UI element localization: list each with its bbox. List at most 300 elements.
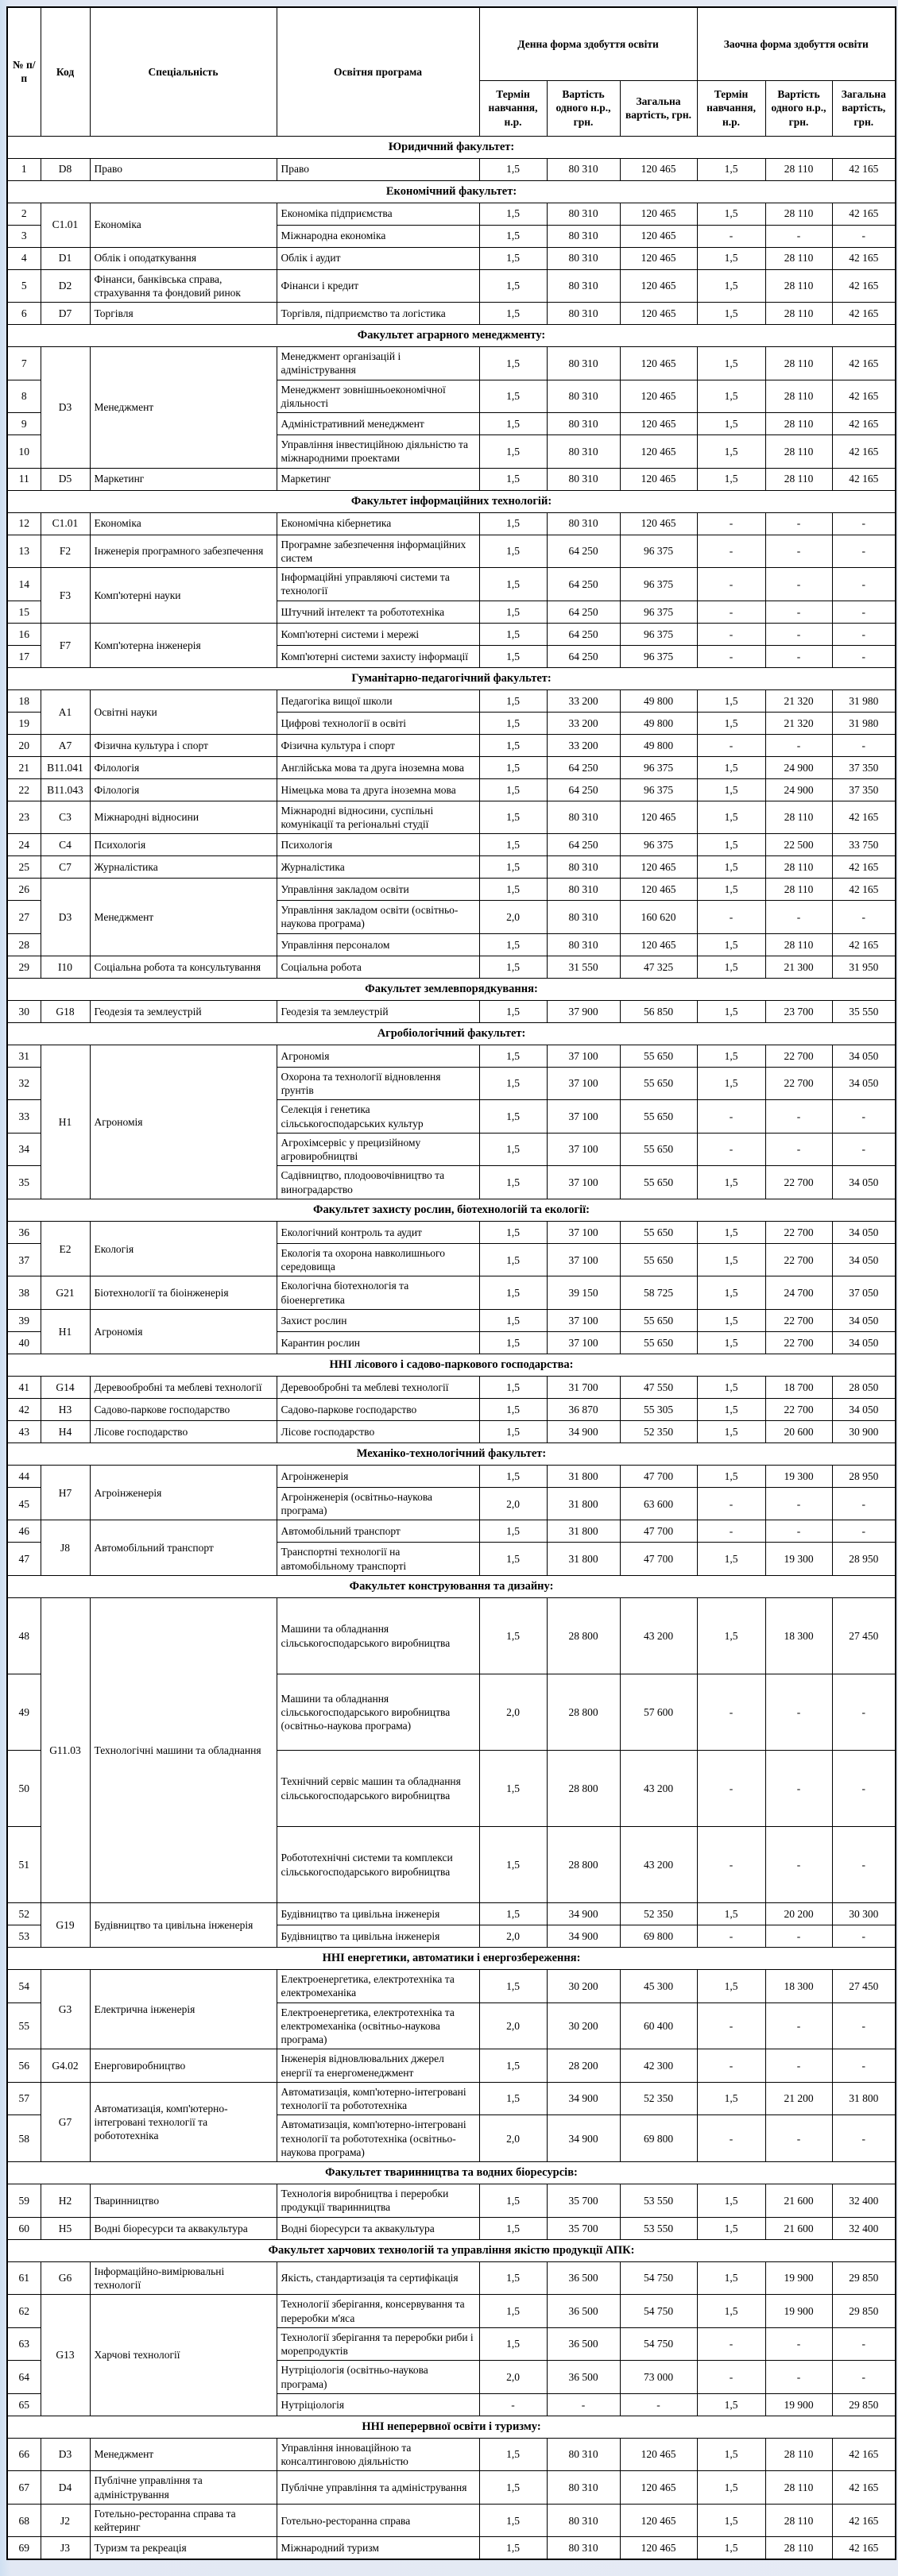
cell-day-term: 1,5 [479,1598,547,1674]
cell-extramural-cost: 28 110 [765,2537,832,2559]
cell-extramural-term: 1,5 [697,2537,765,2559]
cell-specialty: Соціальна робота та консультування [90,956,277,978]
section-header: Юридичний факультет: [7,136,896,158]
cell-extramural-term: 1,5 [697,712,765,734]
cell-number: 39 [7,1309,41,1331]
cell-number: 47 [7,1543,41,1576]
cell-number: 7 [7,347,41,380]
cell-extramural-term: - [697,901,765,934]
cell-day-term: 1,5 [479,269,547,303]
cell-day-term: 1,5 [479,2295,547,2328]
cell-extramural-cost: - [765,1520,832,1543]
cell-number: 59 [7,2184,41,2218]
cell-extramural-term: 1,5 [697,435,765,469]
cell-number: 27 [7,901,41,934]
cell-extramural-term: - [697,512,765,535]
cell-extramural-cost: 28 110 [765,413,832,435]
cell-day-cost: 64 250 [547,601,620,623]
cell-extramural-cost: 18 700 [765,1376,832,1398]
cell-number: 55 [7,2002,41,2049]
table-row [7,756,896,778]
cell-day-cost: 80 310 [547,879,620,901]
cell-day-term: 1,5 [479,856,547,879]
cell-extramural-cost: - [765,1751,832,1827]
cell-code: G4.02 [41,2049,90,2083]
cell-extramural-total: - [832,1827,896,1903]
cell-extramural-term: - [697,1674,765,1751]
cell-day-term: 1,5 [479,247,547,269]
cell-extramural-term: - [697,1751,765,1827]
cell-extramural-total: 42 165 [832,2471,896,2505]
cell-day-total: 96 375 [620,778,697,801]
table-row [7,1903,896,1925]
cell-code: C7 [41,856,90,879]
cell-day-total: 96 375 [620,568,697,601]
cell-day-cost: 37 100 [547,1067,620,1100]
cell-day-term: 2,0 [479,1487,547,1520]
cell-day-term: 1,5 [479,1243,547,1276]
cell-number: 45 [7,1487,41,1520]
cell-extramural-term: 1,5 [697,1000,765,1022]
table-row [7,2438,896,2471]
cell-extramural-cost: 21 600 [765,2184,832,2218]
cell-number: 9 [7,413,41,435]
cell-day-total: 56 850 [620,1000,697,1022]
cell-day-term: 1,5 [479,1309,547,1331]
cell-extramural-cost: 28 110 [765,2504,832,2537]
cell-day-total: 96 375 [620,623,697,645]
cell-number: 30 [7,1000,41,1022]
cell-day-term: 1,5 [479,225,547,247]
cell-extramural-total: - [832,512,896,535]
cell-number: 22 [7,778,41,801]
cell-day-term: 1,5 [479,535,547,568]
cell-program: Педагогіка вищої школи [277,689,479,712]
cell-program: Технології зберігання та переробки риби і морепродуктів [277,2327,479,2361]
cell-extramural-term: - [697,1487,765,1520]
cell-day-cost: 37 100 [547,1331,620,1354]
cell-extramural-total: - [832,2049,896,2083]
cell-extramural-term: 1,5 [697,1420,765,1442]
cell-extramural-cost: 28 110 [765,303,832,325]
cell-day-total: 96 375 [620,756,697,778]
cell-extramural-total: 42 165 [832,933,896,956]
cell-extramural-cost: - [765,535,832,568]
cell-specialty: Освітні науки [90,689,277,734]
cell-extramural-total: - [832,1925,896,1948]
cell-day-term: 1,5 [479,801,547,834]
table-row [7,347,896,380]
cell-day-term: 1,5 [479,1100,547,1134]
cell-day-total: 120 465 [620,269,697,303]
cell-number: 28 [7,933,41,956]
cell-day-term: 1,5 [479,303,547,325]
cell-extramural-term: 1,5 [697,2438,765,2471]
cell-extramural-cost: 18 300 [765,1598,832,1674]
cell-program: Комп'ютерні системи захисту інформації [277,645,479,667]
cell-day-cost: 64 250 [547,535,620,568]
cell-day-cost: 80 310 [547,512,620,535]
cell-day-term: 2,0 [479,1925,547,1948]
cell-extramural-term: - [697,2049,765,2083]
cell-day-term: 1,5 [479,689,547,712]
section-header: Факультет землевпорядкування: [7,978,896,1000]
cell-program: Садівництво, плодоовочівництво та виноградарство [277,1166,479,1199]
cell-extramural-cost: - [765,623,832,645]
cell-day-term: 1,5 [479,2438,547,2471]
table-row [7,247,896,269]
cell-extramural-term: 1,5 [697,1903,765,1925]
cell-specialty: Філологія [90,778,277,801]
cell-code: A7 [41,734,90,756]
cell-program: Захист рослин [277,1309,479,1331]
cell-day-term: 1,5 [479,1543,547,1576]
cell-program: Електроенергетика, електротехніка та електромеханіка [277,1970,479,2003]
cell-number: 48 [7,1598,41,1674]
cell-program: Карантин рослин [277,1331,479,1354]
col-header-code: Код [41,7,90,136]
cell-code: J8 [41,1520,90,1576]
cell-extramural-cost: 21 600 [765,2217,832,2239]
cell-extramural-cost: 28 110 [765,2471,832,2505]
table-row [7,2184,896,2218]
cell-code: G18 [41,1000,90,1022]
cell-extramural-total: 42 165 [832,158,896,180]
cell-extramural-term: 1,5 [697,933,765,956]
cell-number: 49 [7,1674,41,1751]
cell-day-term: 1,5 [479,879,547,901]
cell-extramural-term: 1,5 [697,778,765,801]
cell-extramural-total: 42 165 [832,413,896,435]
cell-extramural-total: 42 165 [832,247,896,269]
cell-day-term: 1,5 [479,1166,547,1199]
cell-extramural-total: 33 750 [832,834,896,856]
cell-code: D3 [41,2438,90,2471]
cell-extramural-total: 31 950 [832,956,896,978]
cell-day-term: 1,5 [479,1420,547,1442]
cell-extramural-term: - [697,1520,765,1543]
cell-extramural-total: 42 165 [832,879,896,901]
cell-extramural-term: 1,5 [697,2295,765,2328]
cell-extramural-total: 34 050 [832,1243,896,1276]
table-row [7,2295,896,2328]
cell-program: Маркетинг [277,468,479,490]
section-row [7,2416,896,2438]
cell-extramural-term: - [697,623,765,645]
cell-day-cost: 80 310 [547,225,620,247]
cell-specialty: Будівництво та цивільна інженерія [90,1903,277,1948]
cell-day-cost: 80 310 [547,413,620,435]
cell-day-cost: 36 500 [547,2361,620,2394]
cell-extramural-term: 1,5 [697,347,765,380]
cell-extramural-term: - [697,2002,765,2049]
cell-day-total: 55 305 [620,1398,697,1420]
cell-code: C1.01 [41,203,90,247]
cell-number: 44 [7,1465,41,1487]
section-row [7,180,896,203]
cell-extramural-total: 42 165 [832,2438,896,2471]
cell-number: 68 [7,2504,41,2537]
cell-extramural-cost: - [765,1133,832,1166]
cell-code: F3 [41,568,90,624]
cell-number: 61 [7,2261,41,2295]
cell-day-cost: 37 100 [547,1100,620,1134]
cell-extramural-cost: 28 110 [765,435,832,469]
cell-number: 62 [7,2295,41,2328]
cell-day-total: 120 465 [620,879,697,901]
cell-program: Фінанси і кредит [277,269,479,303]
cell-day-total: 52 350 [620,1420,697,1442]
section-row [7,2239,896,2261]
cell-day-total: 53 550 [620,2217,697,2239]
cell-day-total: 96 375 [620,645,697,667]
cell-specialty: Садово-паркове господарство [90,1398,277,1420]
cell-program: Психологія [277,834,479,856]
cell-extramural-total: 42 165 [832,2537,896,2559]
cell-day-cost: 31 800 [547,1520,620,1543]
cell-day-cost: 39 150 [547,1276,620,1310]
cell-number: 24 [7,834,41,856]
cell-number: 29 [7,956,41,978]
cell-extramural-cost: - [765,2327,832,2361]
cell-code: J2 [41,2504,90,2537]
cell-extramural-cost: 28 110 [765,2438,832,2471]
cell-day-cost: 64 250 [547,778,620,801]
cell-day-cost: 31 550 [547,956,620,978]
cell-day-term: 1,5 [479,1221,547,1243]
section-row [7,490,896,512]
cell-specialty: Деревообробні та меблеві технології [90,1376,277,1398]
cell-specialty: Туризм та рекреація [90,2537,277,2559]
cell-extramural-term: 1,5 [697,1045,765,1067]
table-row [7,1000,896,1022]
cell-day-total: 120 465 [620,2438,697,2471]
cell-day-total: 42 300 [620,2049,697,2083]
cell-day-term: 1,5 [479,2261,547,2295]
cell-specialty: Менеджмент [90,347,277,469]
cell-extramural-term: 1,5 [697,303,765,325]
cell-extramural-cost: 28 110 [765,158,832,180]
table-row [7,269,896,303]
cell-extramural-total: 42 165 [832,380,896,413]
cell-number: 14 [7,568,41,601]
cell-extramural-total: - [832,535,896,568]
cell-extramural-cost: - [765,645,832,667]
cell-specialty: Інформаційно-вимірювальні технології [90,2261,277,2295]
cell-day-total: 73 000 [620,2361,697,2394]
cell-day-term: 1,5 [479,2049,547,2083]
cell-day-term: 1,5 [479,1903,547,1925]
cell-code: G19 [41,1903,90,1948]
cell-day-cost: 37 100 [547,1133,620,1166]
section-header: Факультет тваринництва та водних біоресурсів: [7,2162,896,2184]
cell-program: Міжнародні відносини, суспільні комунікації та регіональні студії [277,801,479,834]
cell-day-cost: 30 200 [547,1970,620,2003]
cell-number: 43 [7,1420,41,1442]
cell-code: B11.043 [41,778,90,801]
cell-day-total: 47 325 [620,956,697,978]
cell-extramural-cost: 19 300 [765,1465,832,1487]
cell-program: Соціальна робота [277,956,479,978]
cell-specialty: Водні біоресурси та аквакультура [90,2217,277,2239]
cell-extramural-cost: 21 320 [765,712,832,734]
cell-extramural-cost: 21 320 [765,689,832,712]
cell-extramural-cost: - [765,2002,832,2049]
cell-day-term: 1,5 [479,734,547,756]
cell-number: 21 [7,756,41,778]
cell-extramural-total: - [832,1751,896,1827]
cell-day-cost: 31 700 [547,1376,620,1398]
cell-code: H1 [41,1309,90,1354]
cell-extramural-term: - [697,645,765,667]
cell-specialty: Інженерія програмного забезпечення [90,535,277,568]
cell-code: C1.01 [41,512,90,535]
section-row [7,1948,896,1970]
cell-day-cost: 80 310 [547,203,620,225]
cell-extramural-term: 1,5 [697,1970,765,2003]
cell-extramural-term: 1,5 [697,468,765,490]
cell-extramural-term: 1,5 [697,879,765,901]
cell-day-term: 2,0 [479,2361,547,2394]
cell-specialty: Тваринництво [90,2184,277,2218]
cell-day-cost: 28 800 [547,1751,620,1827]
subcol-extramural-cost: Вартість одного н.р., грн. [765,80,832,136]
cell-code: D5 [41,468,90,490]
cell-day-term: 1,5 [479,2217,547,2239]
cell-day-term: 1,5 [479,2504,547,2537]
cell-specialty: Агрономія [90,1309,277,1354]
cell-program: Німецька мова та друга іноземна мова [277,778,479,801]
cell-day-total: 58 725 [620,1276,697,1310]
cell-specialty: Маркетинг [90,468,277,490]
cell-day-cost: 64 250 [547,623,620,645]
cell-number: 1 [7,158,41,180]
cell-program: Деревообробні та меблеві технології [277,1376,479,1398]
cell-number: 18 [7,689,41,712]
cell-code: J3 [41,2537,90,2559]
cell-extramural-total: 31 980 [832,712,896,734]
cell-specialty: Енерговиробництво [90,2049,277,2083]
cell-extramural-cost: - [765,901,832,934]
cell-program: Торгівля, підприємство та логістика [277,303,479,325]
cell-extramural-term: - [697,2361,765,2394]
cell-number: 50 [7,1751,41,1827]
cell-day-total: - [620,2393,697,2416]
cell-number: 23 [7,801,41,834]
cell-number: 60 [7,2217,41,2239]
cell-day-term: 1,5 [479,1331,547,1354]
cell-number: 4 [7,247,41,269]
cell-extramural-term: - [697,601,765,623]
cell-program: Англійська мова та друга іноземна мова [277,756,479,778]
cell-extramural-total: 32 400 [832,2217,896,2239]
cell-day-cost: 31 800 [547,1487,620,1520]
table-row [7,2504,896,2537]
cell-day-term: 1,5 [479,756,547,778]
cell-extramural-total: 42 165 [832,801,896,834]
cell-day-total: 120 465 [620,303,697,325]
cell-day-term: 1,5 [479,601,547,623]
cell-extramural-cost: 22 700 [765,1045,832,1067]
section-row [7,136,896,158]
section-row [7,1576,896,1598]
cell-number: 40 [7,1331,41,1354]
group-header-extramural-form: Заочна форма здобуття освіти [697,7,896,80]
cell-code: G7 [41,2082,90,2161]
cell-number: 17 [7,645,41,667]
subcol-day-total: Загальна вартість, грн. [620,80,697,136]
cell-extramural-cost: 28 110 [765,468,832,490]
tuition-table [6,6,896,2560]
cell-day-term: 1,5 [479,2082,547,2115]
cell-day-total: 55 650 [620,1331,697,1354]
cell-program: Міжнародна економіка [277,225,479,247]
cell-extramural-total: 34 050 [832,1166,896,1199]
cell-extramural-total: 29 850 [832,2295,896,2328]
cell-extramural-total: 42 165 [832,303,896,325]
cell-specialty: Агроінженерія [90,1465,277,1520]
table-row [7,778,896,801]
cell-program: Фізична культура і спорт [277,734,479,756]
cell-program: Нутріціологія [277,2393,479,2416]
cell-program: Агрономія [277,1045,479,1067]
cell-day-cost: 80 310 [547,2504,620,2537]
cell-program: Лісове господарство [277,1420,479,1442]
cell-extramural-total: 34 050 [832,1221,896,1243]
cell-program: Садово-паркове господарство [277,1398,479,1420]
cell-day-cost: 37 100 [547,1243,620,1276]
cell-extramural-cost: 28 110 [765,203,832,225]
cell-number: 35 [7,1166,41,1199]
cell-program: Міжнародний туризм [277,2537,479,2559]
table-row [7,1376,896,1398]
cell-program: Машини та обладнання сільськогосподарського виробництва [277,1598,479,1674]
cell-day-total: 63 600 [620,1487,697,1520]
cell-extramural-cost: - [765,2361,832,2394]
cell-number: 58 [7,2115,41,2162]
cell-day-cost: 80 310 [547,2471,620,2505]
cell-extramural-term: - [697,734,765,756]
cell-program: Екологічний контроль та аудит [277,1221,479,1243]
cell-program: Інженерія відновлювальних джерел енергії та енергоменеджмент [277,2049,479,2083]
table-row [7,568,896,601]
cell-extramural-term: 1,5 [697,380,765,413]
cell-extramural-cost: 19 900 [765,2295,832,2328]
cell-extramural-total: 32 400 [832,2184,896,2218]
cell-code: G14 [41,1376,90,1398]
cell-day-term: 1,5 [479,778,547,801]
cell-day-term: 1,5 [479,435,547,469]
col-header-specialty: Спеціальність [90,7,277,136]
cell-day-total: 69 800 [620,1925,697,1948]
section-header: Факультет харчових технологій та управління якістю продукції АПК: [7,2239,896,2261]
cell-specialty: Готельно-ресторанна справа та кейтеринг [90,2504,277,2537]
cell-day-total: 52 350 [620,2082,697,2115]
cell-extramural-total: - [832,2327,896,2361]
cell-code: F2 [41,535,90,568]
cell-day-term: 1,5 [479,2471,547,2505]
cell-day-term: 1,5 [479,413,547,435]
cell-program: Штучний інтелект та робототехніка [277,601,479,623]
cell-day-term: 1,5 [479,158,547,180]
table-row [7,1420,896,1442]
cell-day-cost: 80 310 [547,158,620,180]
cell-program: Управління закладом освіти [277,879,479,901]
section-row [7,1354,896,1376]
subcol-day-cost: Вартість одного н.р., грн. [547,80,620,136]
cell-program: Агроінженерія [277,1465,479,1487]
cell-code: D8 [41,158,90,180]
